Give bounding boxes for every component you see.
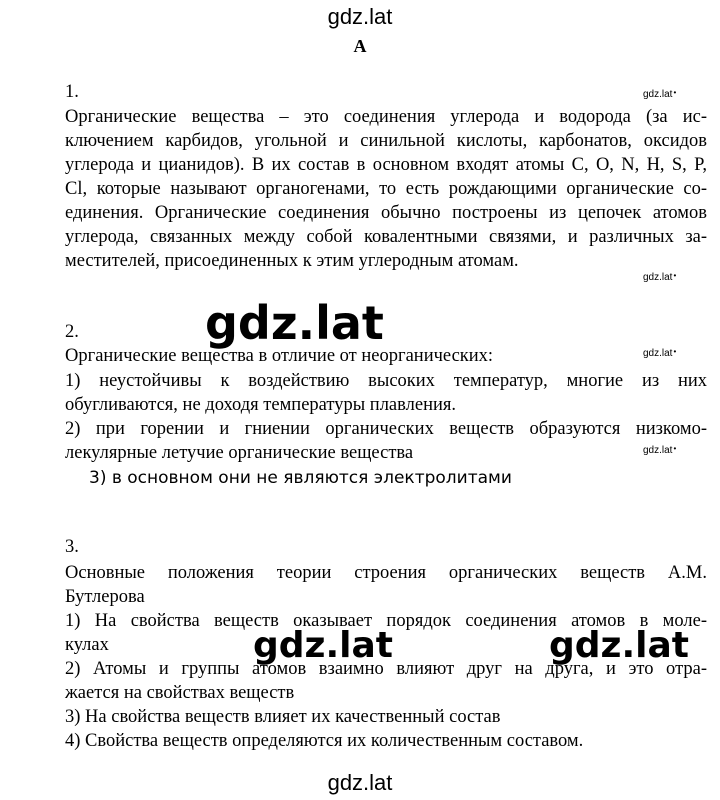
watermark-small: gdz.lat •: [643, 271, 676, 283]
section-3-line: 4) Свойства веществ определяются их количественным составом.: [65, 731, 584, 751]
section-letter: А: [353, 36, 367, 56]
section-2-line: обугливаются, не доходя температуры плавления.: [65, 395, 457, 415]
section-1-line: углерода, связанных между собой ковалентными связями, и различных за-: [65, 227, 707, 247]
section-1-line: местителей, присоединенных к этим углеродным атомам.: [65, 251, 519, 271]
watermark-bottom: gdz.lat: [327, 770, 393, 795]
section-2-number: 2.: [65, 322, 79, 342]
section-3-line: Бутлерова: [65, 587, 145, 607]
section-1-line: Органические вещества – это соединения углерода и водорода (за ис-: [65, 107, 707, 127]
section-1-line: Cl, которые называют органогенами, то есть рождающими органические со-: [65, 179, 707, 199]
watermark-small: gdz.lat •: [643, 347, 676, 359]
section-3-line: 3) На свойства веществ влияет их качественный состав: [65, 707, 501, 727]
watermark-top: gdz.lat: [327, 4, 393, 29]
section-2-line: Органические вещества в отличие от неорганических:: [65, 346, 494, 366]
section-2-line: лекулярные летучие органические вещества: [65, 443, 414, 463]
section-3-line: жается на свойствах веществ: [65, 683, 295, 703]
watermark-big: gdz.lat: [549, 625, 690, 666]
section-3-line: кулах: [65, 635, 109, 655]
watermark-big: gdz.lat: [205, 296, 384, 350]
section-3-line: Основные положения теории строения органических веществ А.М.: [65, 563, 707, 583]
section-1-line: углерода и цианидов). В их состав в основном входят атомы C, O, N, H, S, P,: [65, 155, 707, 175]
watermark-big: gdz.lat: [253, 625, 394, 666]
section-2-line: 1) неустойчивы к воздействию высоких температур, многие из них: [65, 371, 707, 391]
watermark-small: gdz.lat •: [643, 88, 676, 100]
watermark-small: gdz.lat •: [643, 444, 676, 456]
section-2-line: 2) при горении и гниении органических веществ образуются низкомо-: [65, 419, 707, 439]
section-1-line: ключением карбидов, угольной и синильной кислоты, карбонатов, оксидов: [65, 131, 707, 151]
section-1-line: единения. Органические соединения обычно построены из цепочек атомов: [65, 203, 707, 223]
section-1-number: 1.: [65, 82, 79, 102]
section-3-line: 1) На свойства веществ оказывает порядок соединения атомов в моле-: [65, 611, 707, 631]
section-2-line: 3) в основном они не являются электролитами: [89, 468, 512, 488]
section-3-number: 3.: [65, 537, 79, 557]
section-3-line: 2) Атомы и группы атомов взаимно влияют друг на друга, и это отра-: [65, 659, 707, 679]
